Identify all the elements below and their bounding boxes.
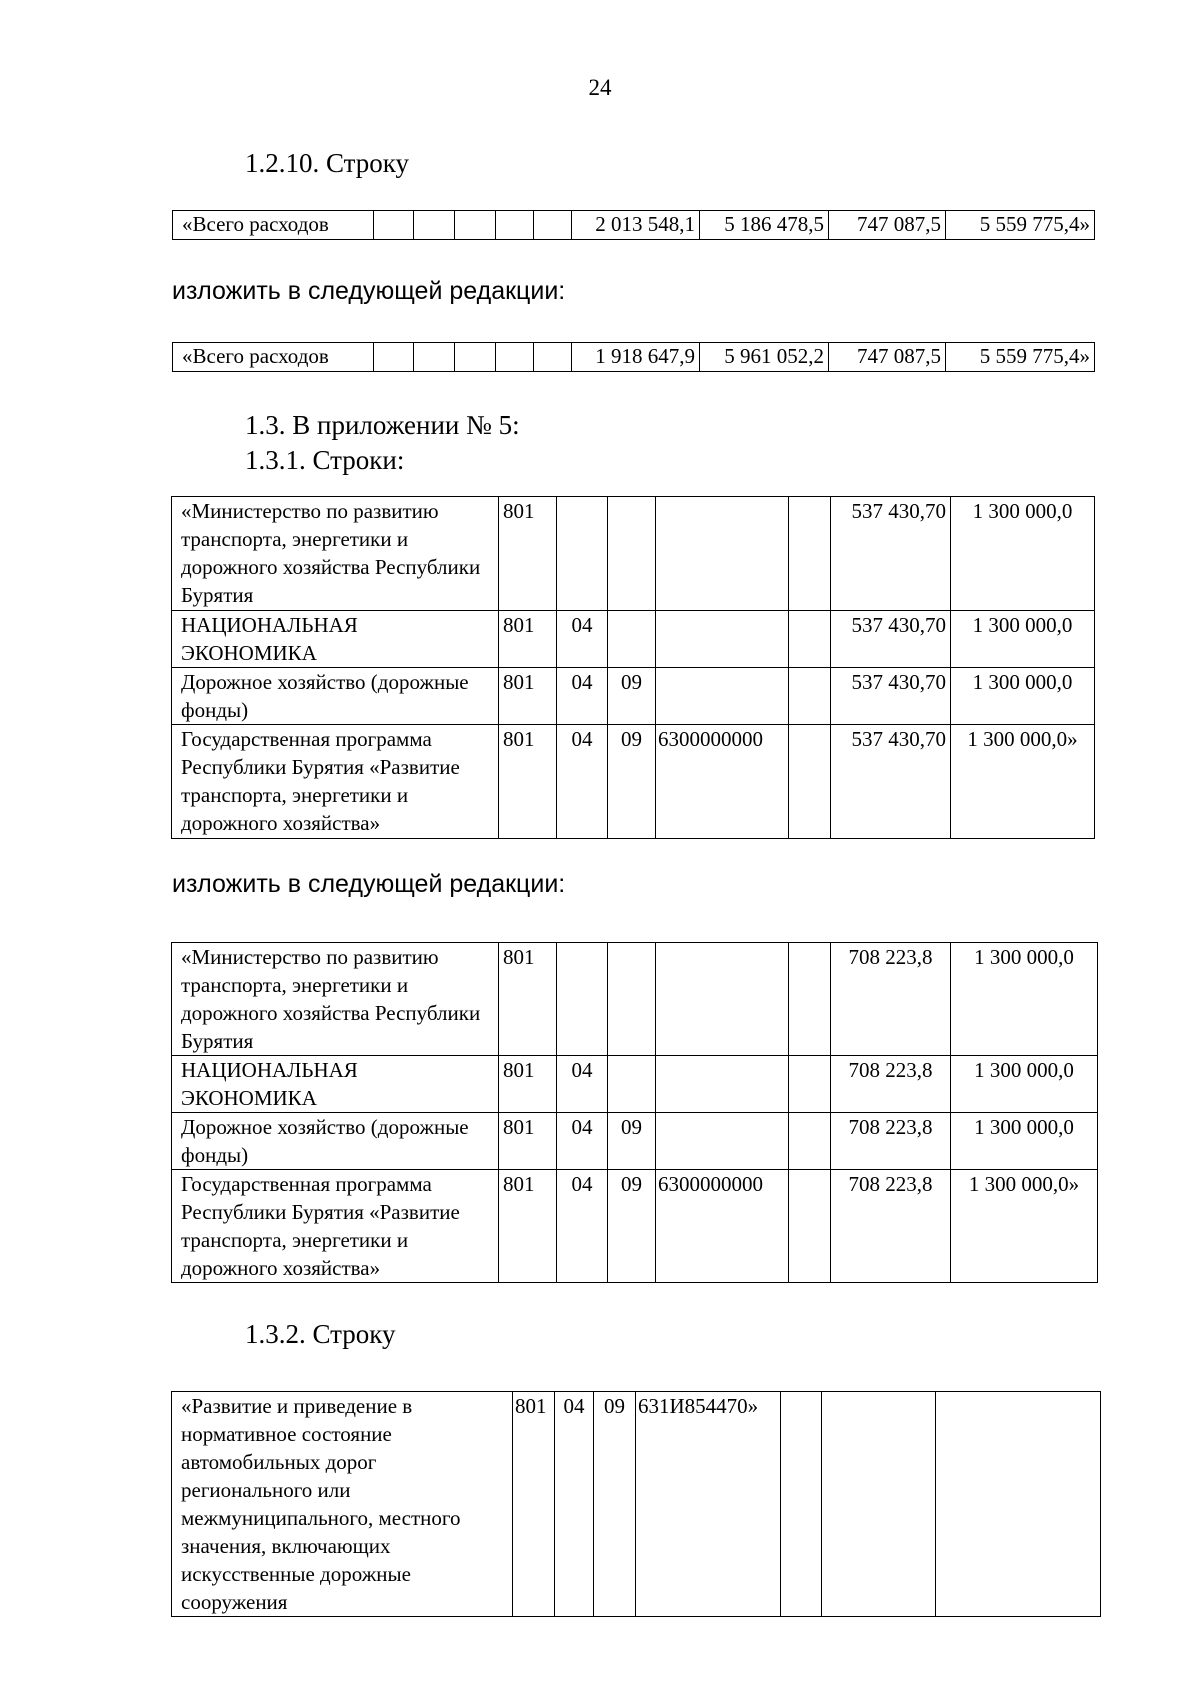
cell-value-1: 708 223,8 (831, 943, 951, 1056)
totals-value-1: 1 918 647,9 (572, 343, 700, 372)
cell-value-2: 1 300 000,0» (951, 725, 1095, 839)
cell-code: 801 (499, 725, 557, 839)
cell-section: 04 (557, 1056, 608, 1113)
cell-target (656, 611, 789, 668)
cell-value-1: 537 430,70 (831, 497, 951, 611)
cell-code: 801 (513, 1392, 555, 1617)
cell-value-2: 1 300 000,0 (951, 943, 1098, 1056)
table-row (172, 943, 1098, 1056)
cell-type (789, 725, 831, 839)
cell-subsection: 09 (608, 668, 656, 725)
cell-target: 6300000000 (656, 1170, 789, 1283)
cell-value-1: 537 430,70 (831, 725, 951, 839)
totals-value-3: 747 087,5 (829, 343, 946, 372)
appendix5-table-old (171, 496, 1095, 839)
redaction-text-1: изложить в следующей редакции: (172, 277, 566, 305)
totals-value-2: 5 961 052,2 (700, 343, 829, 372)
cell-code: 801 (499, 611, 557, 668)
appendix5-table-row-road (171, 1391, 1101, 1617)
cell-value-2: 1 300 000,0» (951, 1170, 1098, 1283)
totals-value-4: 5 559 775,4» (946, 211, 1095, 240)
totals-value-1: 2 013 548,1 (572, 211, 700, 240)
cell-subsection (608, 611, 656, 668)
totals-table-new (172, 342, 1095, 372)
cell-value-2: 1 300 000,0 (951, 668, 1095, 725)
cell-code: 801 (499, 668, 557, 725)
row-name: Дорожное хозяйство (дорожные фонды) (172, 1113, 499, 1170)
row-name: Государственная программа Республики Бурятия «Развитие транспорта, энергетики и дорожного хозяйства» (172, 725, 499, 839)
redaction-text-2: изложить в следующей редакции: (172, 870, 566, 898)
cell-section: 04 (557, 1170, 608, 1283)
cell-section: 04 (557, 668, 608, 725)
row-name: Государственная программа Республики Бурятия «Развитие транспорта, энергетики и дорожного хозяйства» (172, 1170, 499, 1283)
table-row (172, 497, 1095, 611)
cell-value-2: 1 300 000,0 (951, 611, 1095, 668)
section-heading-1-3-1: 1.3.1. Строки: (245, 445, 405, 475)
cell-section: 04 (555, 1392, 594, 1617)
cell-target (656, 1056, 789, 1113)
totals-value-4: 5 559 775,4» (946, 343, 1095, 372)
cell-subsection (608, 497, 656, 611)
cell-section: 04 (557, 1113, 608, 1170)
appendix5-table-new (171, 942, 1098, 1283)
table-row (172, 668, 1095, 725)
table-row (172, 1113, 1098, 1170)
row-name: «Развитие и приведение в нормативное состояние автомобильных дорог регионального или межмуниципального, местного значения, включающих искусственные дорожные сооружения (172, 1392, 513, 1617)
cell-value-2 (936, 1392, 1101, 1617)
section-heading-1-3-2: 1.3.2. Строку (245, 1319, 396, 1349)
cell-target (656, 1113, 789, 1170)
cell-value-1: 708 223,8 (831, 1170, 951, 1283)
totals-table-old (172, 210, 1095, 240)
row-name: НАЦИОНАЛЬНАЯ ЭКОНОМИКА (172, 1056, 499, 1113)
totals-label: «Всего расходов (173, 343, 374, 372)
cell-target (656, 668, 789, 725)
section-heading-1-3: 1.3. В приложении № 5: (245, 410, 520, 440)
cell-type (789, 1113, 831, 1170)
row-name: Дорожное хозяйство (дорожные фонды) (172, 668, 499, 725)
row-name: «Министерство по развитию транспорта, энергетики и дорожного хозяйства Республики Бурятия (172, 943, 499, 1056)
section-heading-1-2-10: 1.2.10. Строку (245, 148, 410, 178)
cell-subsection: 09 (608, 1170, 656, 1283)
cell-value-1: 537 430,70 (831, 668, 951, 725)
cell-section: 04 (557, 611, 608, 668)
table-row (172, 725, 1095, 839)
cell-value-1: 537 430,70 (831, 611, 951, 668)
cell-code: 801 (499, 1113, 557, 1170)
cell-code: 801 (499, 1056, 557, 1113)
table-row (172, 611, 1095, 668)
cell-value-2: 1 300 000,0 (951, 1056, 1098, 1113)
cell-type (789, 943, 831, 1056)
cell-subsection (608, 1056, 656, 1113)
table-row (172, 1392, 1101, 1617)
cell-target (656, 497, 789, 611)
cell-subsection: 09 (608, 725, 656, 839)
cell-type (789, 668, 831, 725)
cell-target (656, 943, 789, 1056)
cell-subsection (608, 943, 656, 1056)
totals-label: «Всего расходов (173, 211, 374, 240)
cell-type (789, 1056, 831, 1113)
page-number: 24 (588, 75, 612, 100)
cell-type (789, 611, 831, 668)
cell-type (781, 1392, 822, 1617)
cell-code: 801 (499, 943, 557, 1056)
totals-row (173, 343, 1095, 372)
cell-value-1 (822, 1392, 936, 1617)
cell-target: 631И854470» (636, 1392, 781, 1617)
row-name: «Министерство по развитию транспорта, энергетики и дорожного хозяйства Республики Бурятия (172, 497, 499, 611)
cell-value-1: 708 223,8 (831, 1113, 951, 1170)
cell-section (557, 943, 608, 1056)
cell-section: 04 (557, 725, 608, 839)
table-row (172, 1170, 1098, 1283)
cell-value-1: 708 223,8 (831, 1056, 951, 1113)
totals-value-3: 747 087,5 (829, 211, 946, 240)
totals-value-2: 5 186 478,5 (700, 211, 829, 240)
cell-code: 801 (499, 1170, 557, 1283)
cell-value-2: 1 300 000,0 (951, 1113, 1098, 1170)
cell-type (789, 497, 831, 611)
totals-row (173, 211, 1095, 240)
cell-value-2: 1 300 000,0 (951, 497, 1095, 611)
cell-code: 801 (499, 497, 557, 611)
cell-type (789, 1170, 831, 1283)
cell-section (557, 497, 608, 611)
cell-target: 6300000000 (656, 725, 789, 839)
row-name: НАЦИОНАЛЬНАЯ ЭКОНОМИКА (172, 611, 499, 668)
cell-subsection: 09 (594, 1392, 636, 1617)
table-row (172, 1056, 1098, 1113)
cell-subsection: 09 (608, 1113, 656, 1170)
